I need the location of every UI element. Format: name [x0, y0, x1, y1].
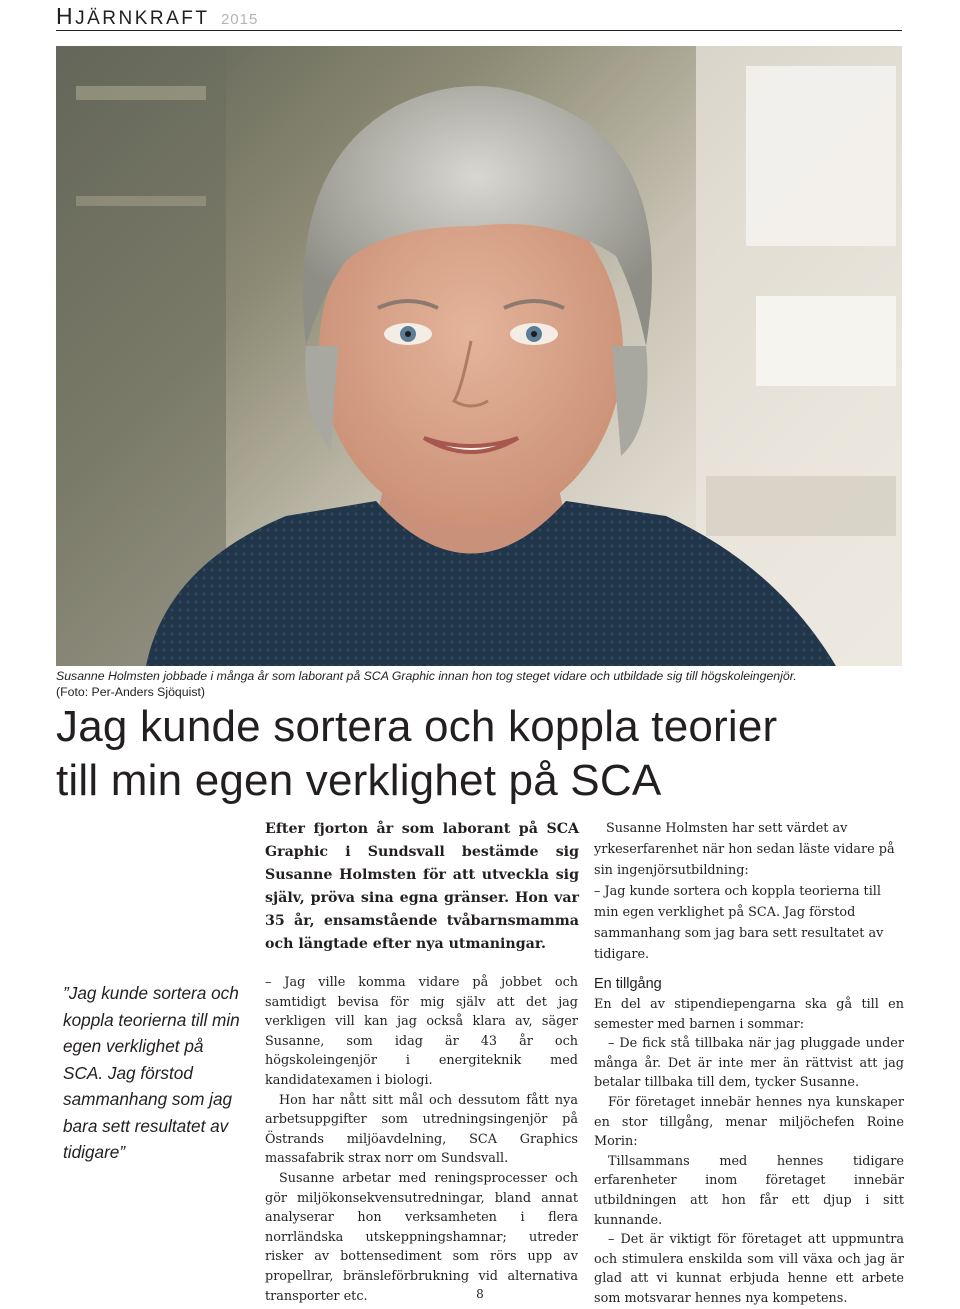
- body-column-right: [594, 973, 904, 1309]
- body-column-middle: [265, 973, 578, 1306]
- body-paragraph: – Jag ville komma vidare på jobbet och samtidigt bevisa för mig själv att det jag verkligen vill kan jag också klara av, säger Susanne, som idag är 43 år och högskoleingenjör i energiteknik med kandidatexamen i biologi.: [265, 975, 578, 1088]
- photo-caption: [56, 668, 916, 700]
- pull-quote: ”Jag kunde sortera och koppla teorierna till min egen verklighet på SCA. Jag förstod sammanhang som jag bara sett resultatet av tidigare”: [63, 983, 240, 1162]
- publication-name: [56, 3, 258, 30]
- intro-paragraph: Susanne Holmsten har sett värdet av yrkeserfarenhet när hon sedan läste vidare på sin ingenjörsutbildning:: [594, 821, 895, 878]
- masthead: [56, 0, 902, 31]
- article-headline: [56, 700, 916, 808]
- body-paragraph: En del av stipendiepengarna ska gå till en semester med barnen i sommar:: [594, 997, 904, 1032]
- page-number: 8: [476, 1287, 484, 1301]
- brand-rest: JÄRNKRAFT: [75, 8, 210, 29]
- brand-initial: H: [56, 3, 76, 29]
- portrait-illustration: [56, 46, 902, 666]
- intro-quote: – Jag kunde sortera och koppla teorierna till min egen verklighet på SCA. Jag förstod sammanhang som jag bara sett resultatet av tidigare.: [594, 884, 884, 962]
- body-paragraph: – De fick stå tillbaka när jag pluggade under många år. Det är inte mer än rättvist att jag betalar tillbaka till dem, tycker Susanne.: [594, 1036, 904, 1091]
- headline-line-2: till min egen verklighet på SCA: [56, 756, 662, 805]
- body-paragraph: – Det är viktigt för företaget att uppmuntra och stimulera enskilda som vill växa och jag är glad att vi kunnat erbjuda henne ett arbete som motsvarar hennes nya kompetens.: [594, 1232, 904, 1306]
- portrait-photo: [56, 46, 902, 666]
- caption-text: Susanne Holmsten jobbade i många år som laborant på SCA Graphic innan hon tog steget vidare och utbildade sig till högskoleingenjör.: [56, 669, 797, 683]
- photo-credit: (Foto: Per-Anders Sjöquist): [56, 685, 205, 699]
- body-paragraph: Susanne arbetar med reningsprocesser och gör miljökonsekvensutredningar, bland annat analyserar hon verksamheten i flera norrländska utskeppningshamnar; utreder risker av bottensediment som rörs upp av propellrar, bränsleförbrukning vid alternativa transporter etc.: [265, 1170, 578, 1304]
- publication-year: 2015: [220, 11, 259, 28]
- headline-line-1: Jag kunde sortera och koppla teorier: [56, 702, 778, 751]
- body-paragraph: Hon har nått sitt mål och dessutom fått nya arbetsuppgifter som utredningsingenjör på Östrands miljöavdelning, SCA Graphics massafabrik strax norr om Sundsvall.: [265, 1092, 578, 1167]
- intro-column: [594, 818, 906, 965]
- body-paragraph: Tillsammans med hennes tidigare erfarenheter inom företaget innebär utbildningen att hon får ett djup i sitt kunnande.: [594, 1153, 904, 1228]
- section-subhead: En tillgång: [594, 976, 662, 992]
- body-paragraph: För företaget innebär hennes nya kunskaper en stor tillgång, menar miljöchefen Roine Morin:: [594, 1094, 904, 1150]
- lead-paragraph: Efter fjorton år som laborant på SCA Graphic i Sundsvall bestämde sig Susanne Holmsten för att utveckla sig själv, pröva sina egna gränser. Hon var 35 år, ensamstående tvåbarnsmamma och längtade efter nya utmaningar.: [265, 821, 579, 952]
